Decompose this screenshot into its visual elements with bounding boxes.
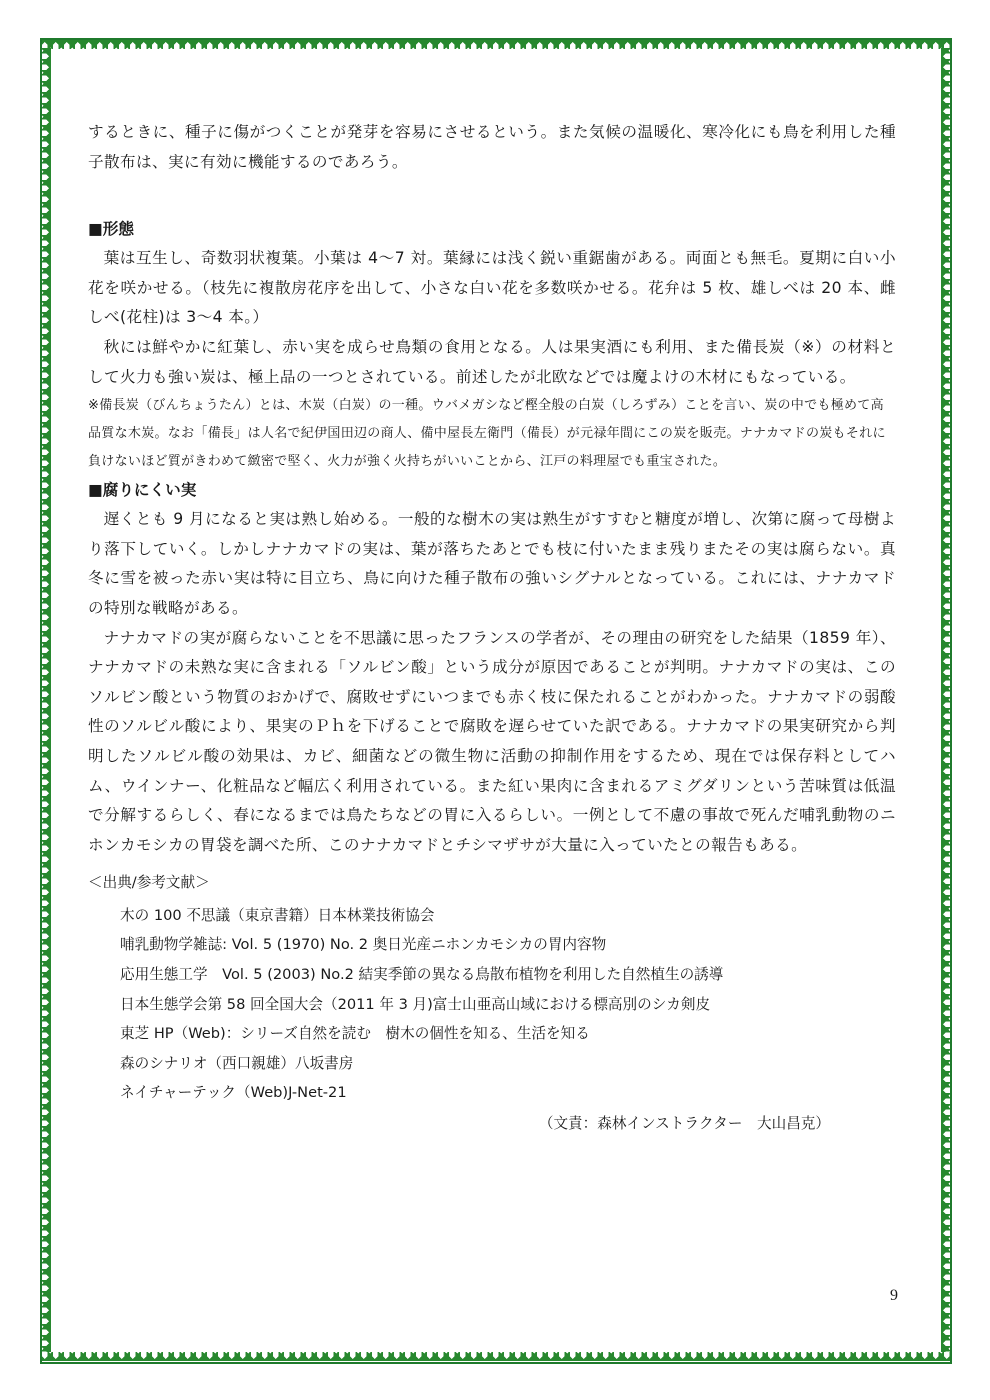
triangle-border-right <box>941 48 950 1352</box>
fruit-paragraph-2: ナナカマドの実が腐らないことを不思議に思ったフランスの学者が、その理由の研究をした結果（1859 年）、ナナカマドの未熟な実に含まれる「ソルビン酸」という成分が原因であることが判明。ナナカマドの実は、このソルビン酸という物質のおかげで、腐敗せずにいつまでも赤く枝に保たれることがわかった。ナナカマドの弱酸性のソルビル酸により、果実のＰｈを下げることで腐敗を遅らせていた訳である。ナナカマドの果実研究から判明したソルビル酸の効果は、カビ、細菌などの微生物に活動の抑制作用をするため、現在では保存料としてハム、ウインナー、化粧品など幅広く利用されている。また紅い果肉に含まれるアミグダリンという苦味質は低温で分解するらしく、春になるまでは鳥たちなどの胃に入るらしい。一例として不慮の事故で死んだ哺乳動物のニホンカモシカの胃袋を調べた所、このナナカマドとチシマザサが大量に入っていたとの報告もある。 <box>88 628 896 854</box>
triangle-border-left <box>42 48 51 1352</box>
references-list <box>120 901 896 1108</box>
author-credit: （文責：森林インストラクター 大山昌克） <box>538 1115 830 1133</box>
morphology-paragraph-2: 秋には鮮やかに紅葉し、赤い実を成らせ鳥類の食用となる。人は果実酒にも利用、また備長炭（※）の材料として火力も強い炭は、極上品の一つとされている。前述したが北欧などでは魔よけの木材にもなっている。 <box>88 337 896 386</box>
document-content <box>88 118 896 1138</box>
references-section <box>88 868 896 1108</box>
reference-item: 応用生態工学 Vol. 5 (2003) No.2 結実季節の異なる鳥散布植物を利用した自然植生の誘導 <box>120 966 724 984</box>
reference-item: 哺乳動物学雑誌: Vol. 5 (1970) No. 2 奥日光産ニホンカモシカの胃内容物 <box>120 936 607 954</box>
reference-item: 日本生態学会第 58 回全国大会（2011 年 3 月)富士山亜高山域における標高別のシカ剣皮 <box>120 995 711 1013</box>
reference-item: 森のシナリオ（西口親雄）八坂書房 <box>120 1054 354 1072</box>
references-title: ＜出典/参考文献＞ <box>88 874 210 892</box>
reference-item: 木の 100 不思議（東京書籍）日本林業技術協会 <box>120 906 435 924</box>
triangle-border-top <box>42 40 950 49</box>
intro-paragraph: するときに、種子に傷がつくことが発芽を容易にさせるという。また気候の温暖化、寒冷化にも鳥を利用した種子散布は、実に有効に機能するのであろう。 <box>88 123 896 171</box>
triangle-border-bottom <box>42 1352 950 1361</box>
section-heading-morphology: ■形態 <box>88 220 134 239</box>
reference-item: ネイチャーテック（Web)J-Net-21 <box>120 1084 347 1102</box>
reference-item: 東芝 HP（Web)：シリーズ自然を読む 樹木の個性を知る、生活を知る <box>120 1025 590 1043</box>
section-heading-fruit: ■腐りにくい実 <box>88 481 197 500</box>
fruit-paragraph-1: 遅くとも 9 月になると実は熟し始める。一般的な樹木の実は熟生がすすむと糖度が増し、次第に腐って母樹より落下していく。しかしナナカマドの実は、葉が落ちたあとでも枝に付いたまま残りまたその実は腐らない。真冬に雪を被った赤い実は特に目立ち、鳥に向けた種子散布の強いシグナルとなっている。これには、ナナカマドの特別な戦略がある。 <box>88 510 896 617</box>
morphology-paragraph-1: 葉は互生し、奇数羽状複葉。小葉は 4〜7 対。葉縁には浅く鋭い重鋸歯がある。両面とも無毛。夏期に白い小花を咲かせる。（枝先に複散房花序を出して、小さな白い花を多数咲かせる。花弁は 5 枚、雄しべは 20 本、雌しべ(花柱)は 3〜4 本。） <box>88 249 896 327</box>
footnote-binchotan: ※備長炭（びんちょうたん）とは、木炭（白炭）の一種。ウバメガシなど樫全般の白炭（しろずみ）ことを言い、炭の中でも極めて高品質な木炭。なお「備長」は人名で紀伊国田辺の商人、備中屋長左衛門（備長）が元禄年間にこの炭を販売。ナナカマドの炭もそれに負けないほど質がきわめて緻密で堅く、火力が強く火持ちがいいことから、江戸の料理屋でも重宝された。 <box>88 398 886 470</box>
page-number: 9 <box>890 1287 898 1304</box>
